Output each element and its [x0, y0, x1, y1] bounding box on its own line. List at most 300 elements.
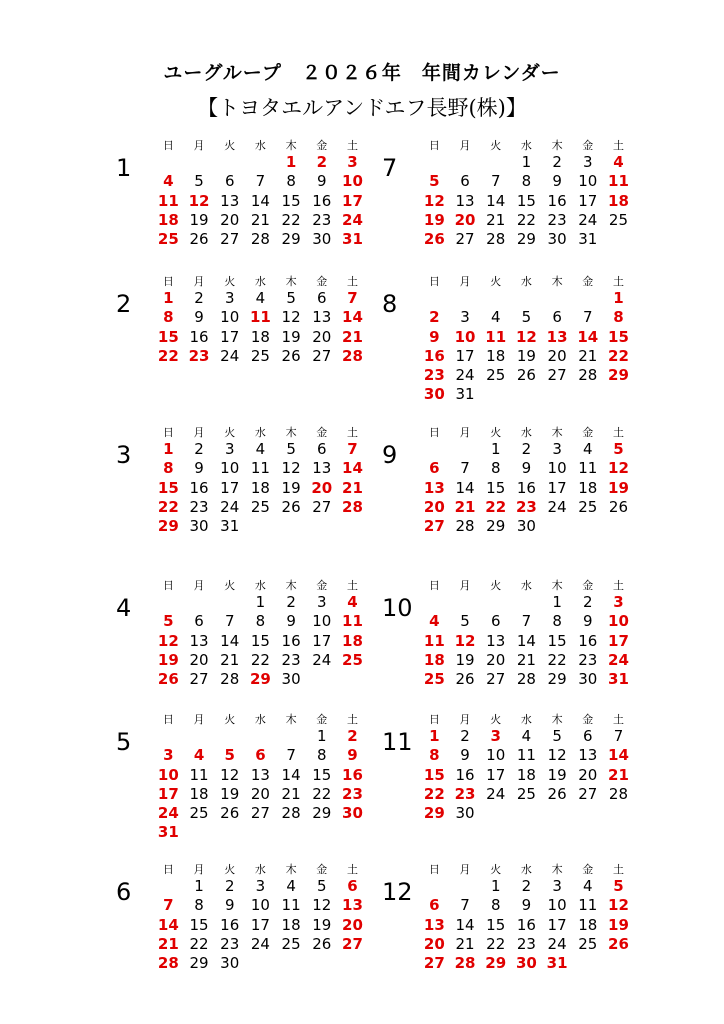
holiday-date: 14	[342, 459, 363, 478]
date: 19	[547, 765, 567, 784]
holiday-date: 8	[613, 308, 624, 327]
weekday-label: 水	[254, 139, 266, 152]
weekday-label: 日	[428, 713, 440, 726]
date: 1	[194, 877, 204, 895]
month-11	[382, 712, 692, 872]
date: 15	[250, 631, 270, 650]
weekday-label: 金	[316, 275, 328, 288]
weekday-label: 土	[612, 713, 624, 726]
weekday-label: 金	[582, 713, 594, 726]
holiday-date: 12	[608, 896, 629, 915]
date: 8	[286, 172, 296, 191]
date: 2	[552, 153, 562, 171]
date: 5	[460, 612, 470, 631]
month-grid	[419, 862, 634, 973]
date: 10	[220, 308, 240, 327]
empty-cell	[419, 440, 450, 459]
holiday-date: 1	[429, 727, 440, 745]
date: 18	[486, 346, 506, 365]
weekday-label: 水	[520, 139, 532, 152]
month-9	[382, 425, 692, 585]
date: 22	[486, 934, 506, 953]
date: 21	[455, 934, 475, 953]
date: 24	[547, 497, 567, 516]
holiday-date: 29	[157, 517, 179, 536]
date: 21	[578, 346, 598, 365]
date: 29	[516, 230, 536, 249]
holiday-date: 28	[342, 346, 363, 365]
weekday-label: 月	[459, 275, 471, 288]
date: 25	[578, 934, 598, 953]
weekday-label: 木	[285, 426, 297, 439]
date: 27	[312, 497, 332, 516]
holiday-date: 1	[163, 289, 174, 307]
weekday-label: 月	[459, 579, 471, 592]
date: 20	[189, 650, 209, 669]
holiday-date: 12	[608, 459, 629, 478]
weekday-label: 火	[224, 426, 236, 439]
holiday-date: 3	[347, 153, 358, 171]
date: 31	[220, 517, 240, 536]
date: 20	[486, 650, 506, 669]
weekday-label: 土	[346, 863, 358, 876]
empty-cell	[276, 727, 307, 746]
holiday-date: 16	[342, 765, 363, 784]
month-grid	[153, 862, 368, 973]
date: 2	[460, 727, 470, 745]
date: 25	[250, 497, 270, 516]
date: 17	[547, 478, 567, 497]
weekday-label: 木	[551, 426, 563, 439]
date: 20	[578, 765, 598, 784]
empty-cell	[153, 727, 184, 746]
holiday-date: 19	[608, 478, 629, 497]
date: 16	[516, 915, 536, 934]
holiday-date: 13	[546, 327, 568, 346]
date: 11	[578, 896, 598, 915]
month-number: 5	[116, 728, 132, 756]
month-number: 10	[382, 594, 413, 622]
date: 16	[312, 191, 332, 210]
date: 26	[281, 497, 301, 516]
date: 23	[312, 210, 332, 229]
date: 29	[312, 804, 332, 823]
holiday-date: 8	[163, 459, 174, 478]
date: 19	[281, 327, 301, 346]
weekday-label: 木	[551, 275, 563, 288]
weekday-label: 水	[520, 579, 532, 592]
weekday-label: 水	[254, 579, 266, 592]
date: 19	[220, 784, 240, 803]
date: 17	[312, 631, 332, 650]
holiday-date: 19	[423, 210, 445, 229]
month-number: 12	[382, 878, 413, 906]
date: 25	[281, 934, 301, 953]
date: 26	[455, 670, 475, 689]
holiday-date: 19	[157, 650, 179, 669]
holiday-date: 4	[613, 153, 624, 171]
holiday-date: 15	[608, 327, 629, 346]
date: 7	[583, 308, 593, 327]
holiday-date: 11	[423, 631, 445, 650]
holiday-date: 11	[249, 308, 271, 327]
date: 9	[521, 459, 532, 478]
weekday-label: 月	[193, 863, 205, 876]
holiday-date: 11	[485, 327, 507, 346]
date: 16	[281, 631, 301, 650]
weekday-label: 日	[162, 713, 174, 726]
date: 6	[460, 172, 470, 191]
date: 8	[490, 896, 501, 915]
date: 17	[220, 478, 240, 497]
date: 16	[455, 765, 475, 784]
weekday-label: 火	[490, 139, 502, 152]
month-12	[382, 862, 692, 1022]
date: 10	[547, 896, 567, 915]
month-8	[382, 274, 692, 434]
weekday-label: 月	[193, 713, 205, 726]
date: 13	[486, 631, 506, 650]
holiday-date: 20	[423, 497, 445, 516]
holiday-date: 10	[342, 172, 363, 191]
weekday-label: 水	[254, 426, 266, 439]
holiday-date: 8	[163, 308, 174, 327]
date: 3	[317, 593, 327, 611]
weekday-label: 木	[285, 713, 297, 726]
date: 10	[486, 746, 506, 765]
date: 1	[490, 877, 501, 895]
weekday-label: 金	[316, 863, 328, 876]
date: 2	[194, 440, 204, 458]
month-grid	[419, 425, 634, 536]
date: 22	[547, 650, 567, 669]
empty-cell	[419, 153, 450, 172]
date: 27	[455, 230, 475, 249]
date: 17	[220, 327, 240, 346]
holiday-date: 5	[429, 172, 440, 191]
holiday-date: 15	[157, 327, 179, 346]
date: 9	[552, 172, 562, 191]
date: 2	[224, 877, 235, 895]
date: 24	[312, 650, 332, 669]
holiday-date: 23	[454, 784, 476, 803]
holiday-date: 4	[429, 612, 440, 631]
date: 4	[286, 877, 296, 895]
holiday-date: 21	[608, 765, 629, 784]
date: 28	[220, 670, 240, 689]
date: 26	[312, 934, 332, 953]
holiday-date: 19	[608, 915, 629, 934]
date: 15	[486, 915, 506, 934]
holiday-date: 5	[613, 440, 624, 458]
holiday-date: 22	[423, 784, 445, 803]
date: 12	[220, 765, 240, 784]
month-grid	[419, 578, 634, 689]
date: 24	[547, 934, 567, 953]
date: 9	[583, 612, 593, 631]
date: 18	[250, 327, 270, 346]
weekday-label: 日	[428, 426, 440, 439]
date: 21	[220, 650, 240, 669]
weekday-label: 火	[490, 426, 502, 439]
date: 17	[455, 346, 475, 365]
date: 19	[516, 346, 536, 365]
holiday-date: 29	[249, 670, 271, 689]
date: 1	[521, 153, 532, 171]
date: 28	[281, 804, 301, 823]
holiday-date: 5	[613, 877, 624, 895]
holiday-date: 1	[285, 153, 297, 171]
holiday-date: 14	[608, 746, 629, 765]
weekday-label: 水	[520, 863, 532, 876]
weekday-label: 火	[490, 579, 502, 592]
weekday-label: 日	[162, 579, 174, 592]
date: 6	[224, 172, 235, 191]
weekday-label: 火	[224, 579, 236, 592]
date: 30	[578, 670, 598, 689]
month-number: 1	[116, 154, 132, 182]
date: 7	[490, 172, 501, 191]
holiday-date: 23	[342, 784, 363, 803]
date: 7	[286, 746, 296, 765]
date: 12	[281, 459, 301, 478]
weekday-label: 金	[316, 713, 328, 726]
holiday-date: 5	[163, 612, 174, 631]
holiday-date: 11	[157, 191, 179, 210]
date: 6	[490, 612, 501, 631]
holiday-date: 21	[157, 934, 179, 953]
date: 3	[552, 877, 562, 895]
holiday-date: 18	[157, 210, 179, 229]
weekday-label: 土	[612, 139, 624, 152]
month-grid	[153, 138, 368, 249]
holiday-date: 7	[163, 896, 174, 915]
date: 17	[486, 765, 506, 784]
date: 4	[521, 727, 532, 745]
weekday-label: 土	[612, 579, 624, 592]
weekday-label: 日	[428, 139, 440, 152]
month-3	[116, 425, 426, 585]
weekday-label: 月	[459, 863, 471, 876]
holiday-date: 10	[454, 327, 476, 346]
date: 7	[224, 612, 235, 631]
holiday-date: 18	[423, 650, 445, 669]
holiday-date: 12	[423, 191, 445, 210]
empty-cell	[153, 593, 184, 612]
date: 28	[455, 517, 475, 536]
month-number: 8	[382, 290, 398, 318]
holiday-date: 27	[342, 934, 363, 953]
holiday-date: 4	[347, 593, 358, 611]
date: 14	[281, 765, 301, 784]
date: 18	[189, 784, 209, 803]
holiday-date: 6	[429, 459, 440, 478]
holiday-date: 12	[157, 631, 179, 650]
date: 30	[547, 230, 567, 249]
holiday-date: 26	[608, 934, 629, 953]
weekday-label: 土	[346, 713, 358, 726]
empty-cell	[245, 153, 276, 172]
date: 8	[317, 746, 327, 765]
date: 31	[578, 230, 598, 249]
holiday-date: 21	[342, 327, 363, 346]
holiday-date: 20	[423, 934, 445, 953]
weekday-label: 日	[162, 426, 174, 439]
date: 30	[516, 517, 536, 536]
weekday-label: 月	[193, 275, 205, 288]
date: 2	[583, 593, 593, 611]
holiday-date: 10	[157, 765, 179, 784]
empty-cell	[511, 289, 542, 308]
empty-cell	[450, 877, 481, 896]
date: 30	[312, 230, 332, 249]
date: 17	[547, 915, 567, 934]
holiday-date: 24	[608, 650, 629, 669]
weekday-label: 水	[520, 275, 532, 288]
date: 15	[312, 765, 332, 784]
date: 30	[455, 804, 475, 823]
empty-cell	[450, 593, 481, 612]
holiday-date: 16	[423, 346, 445, 365]
month-number: 11	[382, 728, 413, 756]
date: 16	[220, 915, 240, 934]
month-6	[116, 862, 426, 1022]
date: 22	[312, 784, 332, 803]
weekday-label: 火	[224, 275, 236, 288]
date: 27	[486, 670, 506, 689]
date: 5	[286, 440, 296, 458]
calendar-title: ユーグループ ２０２６年 年間カレンダー	[163, 62, 561, 84]
date: 16	[547, 191, 567, 210]
holiday-date: 12	[454, 631, 476, 650]
date: 20	[312, 327, 332, 346]
date: 14	[486, 191, 506, 210]
weekday-label: 月	[193, 426, 205, 439]
date: 27	[189, 670, 209, 689]
holiday-date: 6	[429, 896, 440, 915]
date: 9	[460, 746, 470, 765]
empty-cell	[153, 153, 184, 172]
empty-cell	[214, 153, 245, 172]
holiday-date: 17	[157, 784, 179, 803]
date: 25	[189, 804, 209, 823]
holiday-date: 29	[485, 954, 507, 973]
date: 19	[312, 915, 332, 934]
holiday-date: 17	[342, 191, 363, 210]
date: 5	[194, 172, 204, 191]
date: 22	[189, 934, 209, 953]
date: 5	[317, 877, 327, 895]
date: 1	[255, 593, 266, 611]
holiday-date: 24	[342, 210, 363, 229]
date: 9	[194, 308, 204, 327]
empty-cell	[450, 289, 481, 308]
date: 25	[250, 346, 270, 365]
date: 15	[547, 631, 567, 650]
weekday-label: 火	[490, 713, 502, 726]
date: 9	[317, 172, 327, 191]
holiday-date: 25	[157, 230, 179, 249]
holiday-date: 26	[157, 670, 179, 689]
holiday-date: 29	[608, 366, 629, 385]
date: 5	[521, 308, 532, 327]
holiday-date: 8	[429, 746, 440, 765]
date: 11	[281, 896, 301, 915]
weekday-label: 火	[224, 139, 236, 152]
month-number: 6	[116, 878, 132, 906]
holiday-date: 2	[347, 727, 358, 745]
date: 22	[516, 210, 536, 229]
weekday-label: 金	[582, 426, 594, 439]
month-number: 3	[116, 441, 132, 469]
holiday-date: 3	[613, 593, 624, 611]
date: 25	[608, 210, 629, 229]
empty-cell	[572, 289, 603, 308]
date: 17	[250, 915, 270, 934]
date: 27	[220, 230, 240, 249]
date: 4	[255, 440, 266, 458]
weekday-label: 水	[254, 713, 266, 726]
date: 17	[578, 191, 598, 210]
date: 11	[516, 746, 536, 765]
weekday-label: 水	[254, 863, 266, 876]
empty-cell	[184, 593, 215, 612]
holiday-date: 9	[347, 746, 358, 765]
date: 8	[552, 612, 562, 631]
weekday-label: 金	[316, 579, 328, 592]
date: 26	[516, 366, 536, 385]
holiday-date: 13	[423, 478, 445, 497]
date: 11	[578, 459, 598, 478]
holiday-date: 28	[454, 954, 476, 973]
holiday-date: 2	[429, 308, 440, 327]
weekday-label: 水	[520, 426, 532, 439]
date: 24	[578, 210, 598, 229]
date: 28	[516, 670, 536, 689]
holiday-date: 23	[188, 346, 210, 365]
date: 14	[220, 631, 240, 650]
holiday-date: 5	[224, 746, 235, 765]
month-grid	[419, 138, 634, 249]
date: 10	[547, 459, 567, 478]
holiday-date: 13	[342, 896, 363, 915]
date: 25	[516, 784, 536, 803]
weekday-label: 土	[346, 275, 358, 288]
date: 1	[552, 593, 562, 611]
date: 5	[286, 289, 296, 307]
date: 28	[578, 366, 598, 385]
month-number: 9	[382, 441, 398, 469]
weekday-label: 金	[582, 275, 594, 288]
weekday-label: 火	[490, 863, 502, 876]
empty-cell	[542, 289, 573, 308]
date: 4	[255, 289, 266, 307]
holiday-date: 12	[515, 327, 537, 346]
holiday-date: 30	[515, 954, 537, 973]
holiday-date: 4	[163, 172, 174, 191]
date: 2	[521, 440, 532, 458]
weekday-label: 木	[285, 139, 297, 152]
holiday-date: 11	[608, 172, 629, 191]
date: 7	[460, 896, 470, 915]
holiday-date: 30	[342, 804, 363, 823]
date: 7	[255, 172, 266, 191]
holiday-date: 14	[577, 327, 599, 346]
date: 21	[486, 210, 506, 229]
weekday-label: 月	[459, 426, 471, 439]
date: 18	[516, 765, 536, 784]
date: 29	[547, 670, 567, 689]
